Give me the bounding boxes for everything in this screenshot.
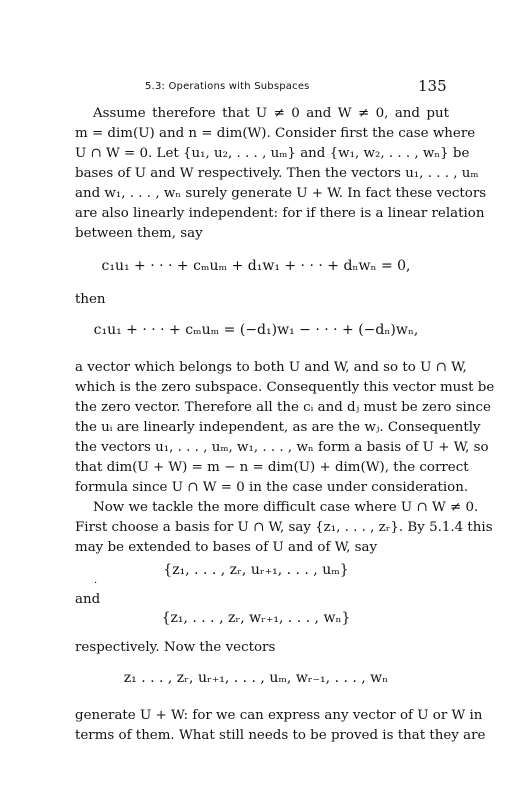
text-line: Now we tackle the more difficult case where U ∩ W ≠ 0. [93,500,479,515]
text-line: the zero vector. Therefore all the cᵢ and dⱼ must be zero since [75,400,491,415]
text-line: between them, say [75,226,203,241]
text-line: and [75,592,101,607]
stray-mark: · [94,578,98,589]
text-line: m = dim(U) and n = dim(W). Consider first the case where [75,126,476,141]
text-line: U ∩ W = 0. Let {u₁, u₂, . . . , uₘ} and {w₁, w₂, . . . , wₙ} be [75,146,470,161]
text-line: First choose a basis for U ∩ W, say {z₁, . . . , zᵣ}. By 5.1.4 this [75,520,493,535]
text-line: respectively. Now the vectors [75,640,276,655]
text-line: the uᵢ are linearly independent, as are the wⱼ. Consequently [75,420,481,435]
page-number: 135 [418,77,447,95]
text-line: terms of them. What still needs to be proved is that they are [75,728,486,743]
display-equation: c₁u₁ + · · · + cₘuₘ = (−d₁)w₁ − · · · + (−dₙ)wₙ, [93,322,419,338]
display-set: {z₁, . . . , zᵣ, uᵣ₊₁, . . . , uₘ} [163,562,349,578]
text-line: which is the zero subspace. Consequently this vector must be [75,380,495,395]
running-head [0,77,512,97]
text-line: and w₁, . . . , wₙ surely generate U + W. In fact these vectors [75,186,487,201]
text-line: that dim(U + W) = m − n = dim(U) + dim(W), the correct [75,460,469,475]
text-line: a vector which belongs to both U and W, and so to U ∩ W, [75,360,467,375]
text-line: are also linearly independent: for if there is a linear relation [75,206,485,221]
text-line: may be extended to bases of U and of W, say [75,540,378,555]
display-vectors: z₁ . . . , zᵣ, uᵣ₊₁, . . . , uₘ, wᵣ₋₁, . . . , wₙ [123,670,389,686]
text-line: formula since U ∩ W = 0 in the case under consideration. [75,480,469,495]
text-line: Assume therefore that U ≠ 0 and W ≠ 0, and put [93,106,449,121]
text-line: then [75,292,106,307]
text-line: bases of U and W respectively. Then the vectors u₁, . . . , uₘ [75,166,479,181]
display-set: {z₁, . . . , zᵣ, wᵣ₊₁, . . . , wₙ} [161,610,351,626]
text-line: generate U + W: for we can express any vector of U or W in [75,708,483,723]
section-title: 5.3: Operations with Subspaces [145,81,310,92]
display-equation: c₁u₁ + · · · + cₘuₘ + d₁w₁ + · · · + dₙwₙ = 0, [101,258,411,274]
text-line: the vectors u₁, . . . , uₘ, w₁, . . . , wₙ form a basis of U + W, so [75,440,489,455]
